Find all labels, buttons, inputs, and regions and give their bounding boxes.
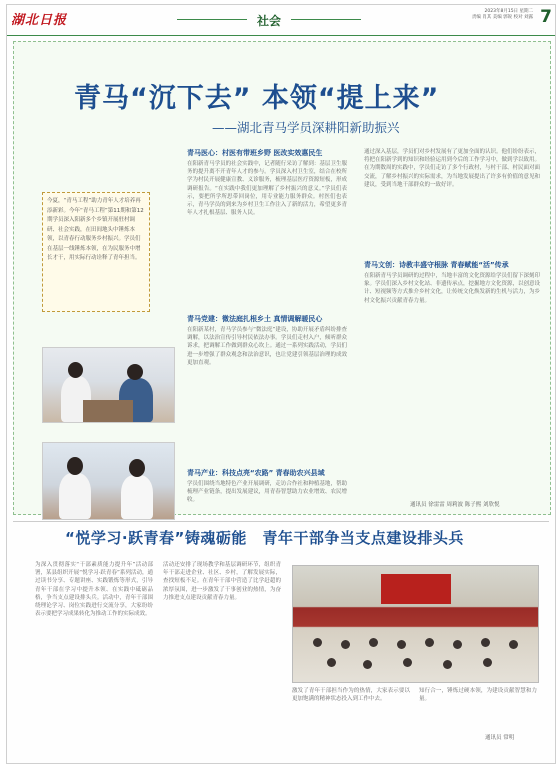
section-text-party: 在阳新某村，青马学员参与“微法庭”建设，协助开展矛盾纠纷排查调解，以法治宣传引导村民依法办事。学员们走村入户，倾听群众诉求，把调解工作做到群众心坎上。通过一系列实践活动，学员们进一步增强了群众观念和法治意识，也让党建引领基层治理的成效更加直观。: [187, 327, 347, 366]
photo-students: [42, 442, 175, 520]
publication-info: [413, 9, 533, 21]
editor-note: 今夏，“青马工程”助力青年人才培养再添新彩。今年“青马工程”第11期和第12期学员深入阳新多个乡镇开展驻村调研、社会实践，在田间地头中锤炼本领，以青春行动服务乡村振兴。学员们在基层一线锤炼本领，在为民服务中增长才干，用实际行动诠释了青年担当。: [42, 192, 150, 312]
main-subhead: ——湖北青马学员深耕阳新助振兴: [212, 120, 400, 135]
bottom-text-under-photo: 激发了青年干部担当作为的热情，大家表示要以更加饱满的精神状态投入到工作中去。: [292, 688, 410, 703]
section-text-industry: 学员们围绕当地特色产业开展调研，走访合作社和种植基地，帮助梳理产业链条，提出发展建议，用青春智慧助力农业增效、农民增收。: [187, 481, 347, 504]
bottom-byline: 通讯员 常明: [485, 735, 515, 741]
publication-date: 2023年8月15日 星期二: [484, 9, 533, 14]
section-title-culture: 青马文创：诗教丰盛守根脉 青春赋能“活”传承: [364, 261, 509, 269]
photo-consultation: [42, 347, 175, 423]
section-text-culture: 在阳新青马学员调研的过程中，当地丰富的文化资源给学员们留下深刻印象。学员们深入乡村文化站、非遗传承点，挖掘地方文化资源，以创意设计、短视频等方式推介乡村文化，让传统文化焕发新的生机与活力，为乡村文化振兴贡献青春力量。: [364, 273, 540, 304]
page-header: [7, 5, 555, 36]
page-number: 7: [540, 7, 552, 27]
bottom-text-col2: 活动还安排了现场教学和基层调研环节，组织青年干部走进企业、社区、乡村，了解发展实际，查找短板不足。在青年干部中营造了比学赶超的浓厚氛围，进一步激发了干事创业的热情，为奋力推进支点建设贡献青春力量。: [163, 562, 281, 601]
section-title-party: 青马党建：微法庭扎根乡土 真情调解暖民心: [187, 315, 323, 323]
main-headline: 青马“沉下去” 本领“提上来”: [74, 83, 440, 114]
bottom-headline: “悦学习·跃青春”铸魂砺能 青年干部争当支点建设排头兵: [65, 529, 464, 547]
section-title-medical: 青马医心：村医有带班乡野 医改实效惠民生: [187, 149, 323, 157]
top-story-byline: 通讯员 徐雷雷 周莉波 陈子熙 刘欣悦: [410, 502, 500, 508]
section-text-medical: 在阳新青马学员的社会实践中，记者随行采访了解到：基层卫生服务的提升离不开青年人才的参与。学员深入村卫生室，结合在校所学为村民开展健康宣教、义诊服务，梳理基层医疗资源短板，形成调研报告。“在实践中我们更加理解了乡村振兴的意义。”学员们表示，要把所学所思带回岗位，用专业能力服务群众。村医们也表示，青马学员的到来为乡村卫生工作注入了新的活力，希望更多青年人才扎根基层、服务人民。: [187, 161, 347, 217]
bottom-text-col1: 为深入贯彻落实“干部素质能力提升年”活动部署，某县组织开展“悦学习·跃青春”系列活动，通过读书分享、专题讲座、实践锻炼等形式，引导青年干部在学习中提升本领、在实践中砥砺品格，争当支点建设排头兵。活动中，青年干部围绕理论学习、岗位实践进行交流分享，大家纷纷表示要把学习成果转化为推动工作的实际成效。: [35, 562, 153, 618]
editor-credits: 责编 肖其 美编 郭锐 校对 刘露: [471, 15, 533, 20]
right-column-text: 通过深入基层，学员们对乡村发展有了更加全面的认识。他们纷纷表示，将把在阳新学到的知识和经验运用到今后的工作学习中，做到学以致用。在为期数周的实践中，学员们走访了多个行政村，与村干部、村民面对面交流，了解乡村振兴的实际需求，为当地发展提出了许多有价值的意见和建议，受到当地干部群众的一致好评。: [364, 149, 540, 188]
top-story: [13, 41, 551, 515]
photo-meeting: [292, 565, 539, 683]
newspaper-page: [6, 4, 556, 764]
bottom-text-right: 知行合一，锤炼过硬本领，为建设贡献智慧和力量。: [419, 688, 537, 703]
newspaper-logo: 湖北日报: [11, 13, 68, 28]
section-title-industry: 青马产业：科技点亮“农路” 青春助农兴县域: [187, 469, 325, 477]
section-title: 社会: [257, 14, 282, 28]
